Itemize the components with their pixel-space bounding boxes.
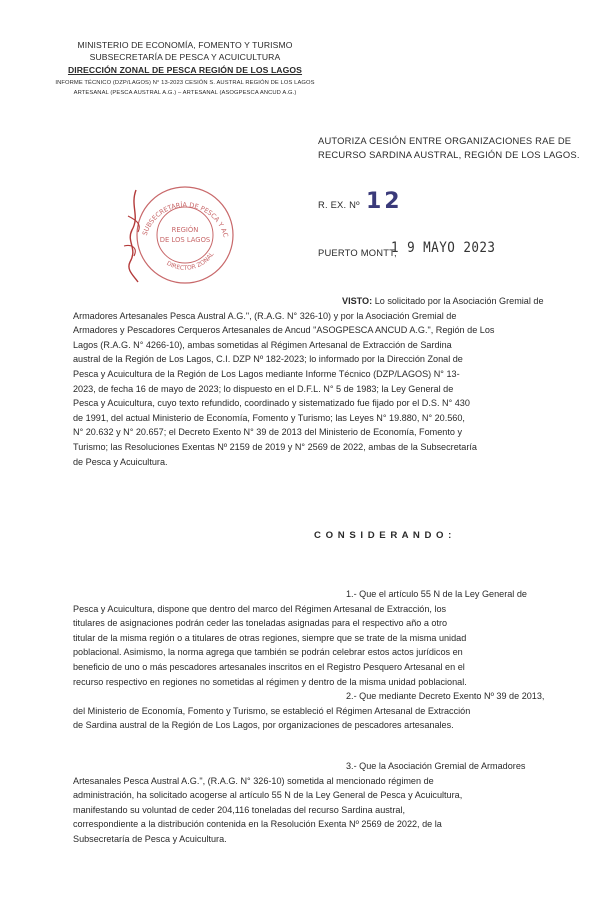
considerando-title: C O N S I D E R A N D O : [314, 530, 453, 541]
ministry-name: MINISTERIO DE ECONOMÍA, FOMENTO Y TURISMO [77, 40, 293, 50]
stamp-bottom-text: DIRECTOR ZONAL [165, 251, 216, 272]
visto-line: 2023, de fecha 16 de mayo de 2023; lo dispuesto en el D.F.L. N° 5 de 1983; la Ley General de [73, 383, 454, 394]
considerando-line: administración, ha solicitado acogerse al artículo 55 N de la Ley General de Pesca y Acuicultura, [73, 790, 463, 801]
svg-text:DIRECTOR ZONAL [165, 251, 216, 272]
subject-line-2: RECURSO SARDINA AUSTRAL, REGIÓN DE LOS LAGOS. [318, 149, 580, 160]
direccion-zonal-name: DIRECCIÓN ZONAL DE PESCA REGIÓN DE LOS LAGOS [67, 65, 303, 75]
considerando-line: Artesanales Pesca Austral A.G.", (R.A.G. N° 326-10) sometida al mencionado régimen de [73, 775, 434, 786]
considerando-line: titular de la misma región o a titulares de otras regiones, siempre que se trate de la misma unidad [73, 632, 467, 643]
considerando-line: manifestando su voluntad de ceder 204,116 toneladas del recurso Sardina austral, [73, 804, 405, 815]
considerando-3-first-line: 3.- Que la Asociación Gremial de Armadores [346, 761, 526, 771]
considerando-line: Subsecretaría de Pesca y Acuicultura. [73, 833, 227, 844]
stamp-inner-line-2: DE LOS LAGOS [159, 236, 211, 244]
considerando-2-body [73, 704, 568, 733]
considerando-3-body [73, 774, 568, 847]
stamp-inner-line-1: REGIÓN [171, 226, 199, 234]
visto-line: de Pesca y Acuicultura. [73, 456, 168, 467]
resolution-date: 1 9 MAYO 2023 [391, 240, 496, 256]
handwritten-signature [108, 186, 158, 286]
visto-line: Pesca y Acuicultura de la Región de Los Lagos mediante Informe Técnico (DZP/LAGOS) N° 13- [73, 368, 460, 379]
resolution-label: R. EX. Nº [318, 199, 360, 210]
considerando-line: de Sardina austral de la Región de Los Lagos, por organizaciones de pescadores artesanales. [73, 720, 454, 731]
considerando-line: poblacional. Asimismo, la norma agrega que también se podrán celebrar estos actos jurídicos en [73, 647, 463, 658]
visto-line: Armadores y Pescadores Cerqueros Artesanales de Ancud "ASOGPESCA ANCUD A.G.", Región de Los [73, 325, 495, 336]
considerando-line: Pesca y Acuicultura, dispone que dentro del marco del Régimen Artesanal de Extracción, los [73, 603, 447, 614]
considerando-line: del Ministerio de Economía, Fomento y Turismo, se estableció el Régimen Artesanal de Extracción [73, 705, 471, 716]
reference-line-1: INFORME TÉCNICO (DZP/LAGOS) N° 13-2023 CESIÓN S. AUSTRAL REGIÓN DE LOS LAGOS [55, 80, 315, 86]
place-label: PUERTO MONTT, [318, 247, 397, 258]
visto-line: Lagos (R.A.G. N° 4266-10), ambas sometidas al Régimen Artesanal de Extracción de Sardina [73, 339, 452, 350]
visto-label: VISTO: [342, 296, 373, 306]
visto-line: Turismo; las Resoluciones Exentas Nº 2159 de 2019 y N° 2569 de 2022, ambas de la Subsecretaría [73, 441, 477, 452]
reference-line-2: ARTESANAL (PESCA AUSTRAL A.G.) – ARTESANAL (ASOGPESCA ANCUD A.G.) [73, 90, 297, 96]
considerando-line: correspondiente a la distribución contenida en la Resolución Exenta Nº 2569 de 2022, de la [73, 819, 442, 830]
considerando-line: recurso respectivo en regiones no sometidas al régimen y dentro de la misma unidad poblacional. [73, 676, 467, 687]
visto-body [73, 309, 568, 470]
visto-line: Lo solicitado por la Asociación Gremial de [374, 296, 544, 306]
subsecretaria-name: SUBSECRETARÍA DE PESCA Y ACUICULTURA [89, 52, 281, 62]
visto-line: austral de la Región de Los Lagos, C.I. DZP Nº 182-2023; lo informado por la Dirección Zonal de [73, 354, 463, 365]
resolution-number: 12 [366, 189, 403, 214]
considerando-line: beneficio de uno o más pescadores artesanales inscritos en el Registro Pesquero Artesanal en el [73, 661, 465, 672]
visto-line: de 1991, del actual Ministerio de Economía, Fomento y Turismo; las Leyes N° 19.880, N° 20.560, [73, 412, 465, 423]
visto-line: Armadores Artesanales Pesca Austral A.G.", (R.A.G. N° 326-10) y por la Asociación Gremial de [73, 310, 457, 321]
considerando-line: titulares de asignaciones podrán ceder las toneladas asignadas para el respectivo año a otro [73, 618, 448, 629]
considerando-1-first-line: 1.- Que el artículo 55 N de la Ley General de [346, 589, 527, 599]
considerando-2-first-line: 2.- Que mediante Decreto Exento Nº 39 de 2013, [346, 691, 545, 701]
visto-line: Pesca y Acuicultura, cuyo texto refundido, coordinado y sistematizado fue fijado por el D.S. N° 430 [73, 398, 470, 409]
subject-line-1: AUTORIZA CESIÓN ENTRE ORGANIZACIONES RAE DE [318, 135, 572, 146]
visto-first-line [342, 294, 567, 309]
visto-line: N° 20.632 y N° 20.657; el Decreto Exento N° 39 de 2013 del Ministerio de Economía, Fomento y [73, 427, 463, 438]
stamp-outer-text: SUBSECRETARÍA DE PESCA Y AC [140, 200, 230, 239]
considerando-1-body [73, 602, 568, 690]
